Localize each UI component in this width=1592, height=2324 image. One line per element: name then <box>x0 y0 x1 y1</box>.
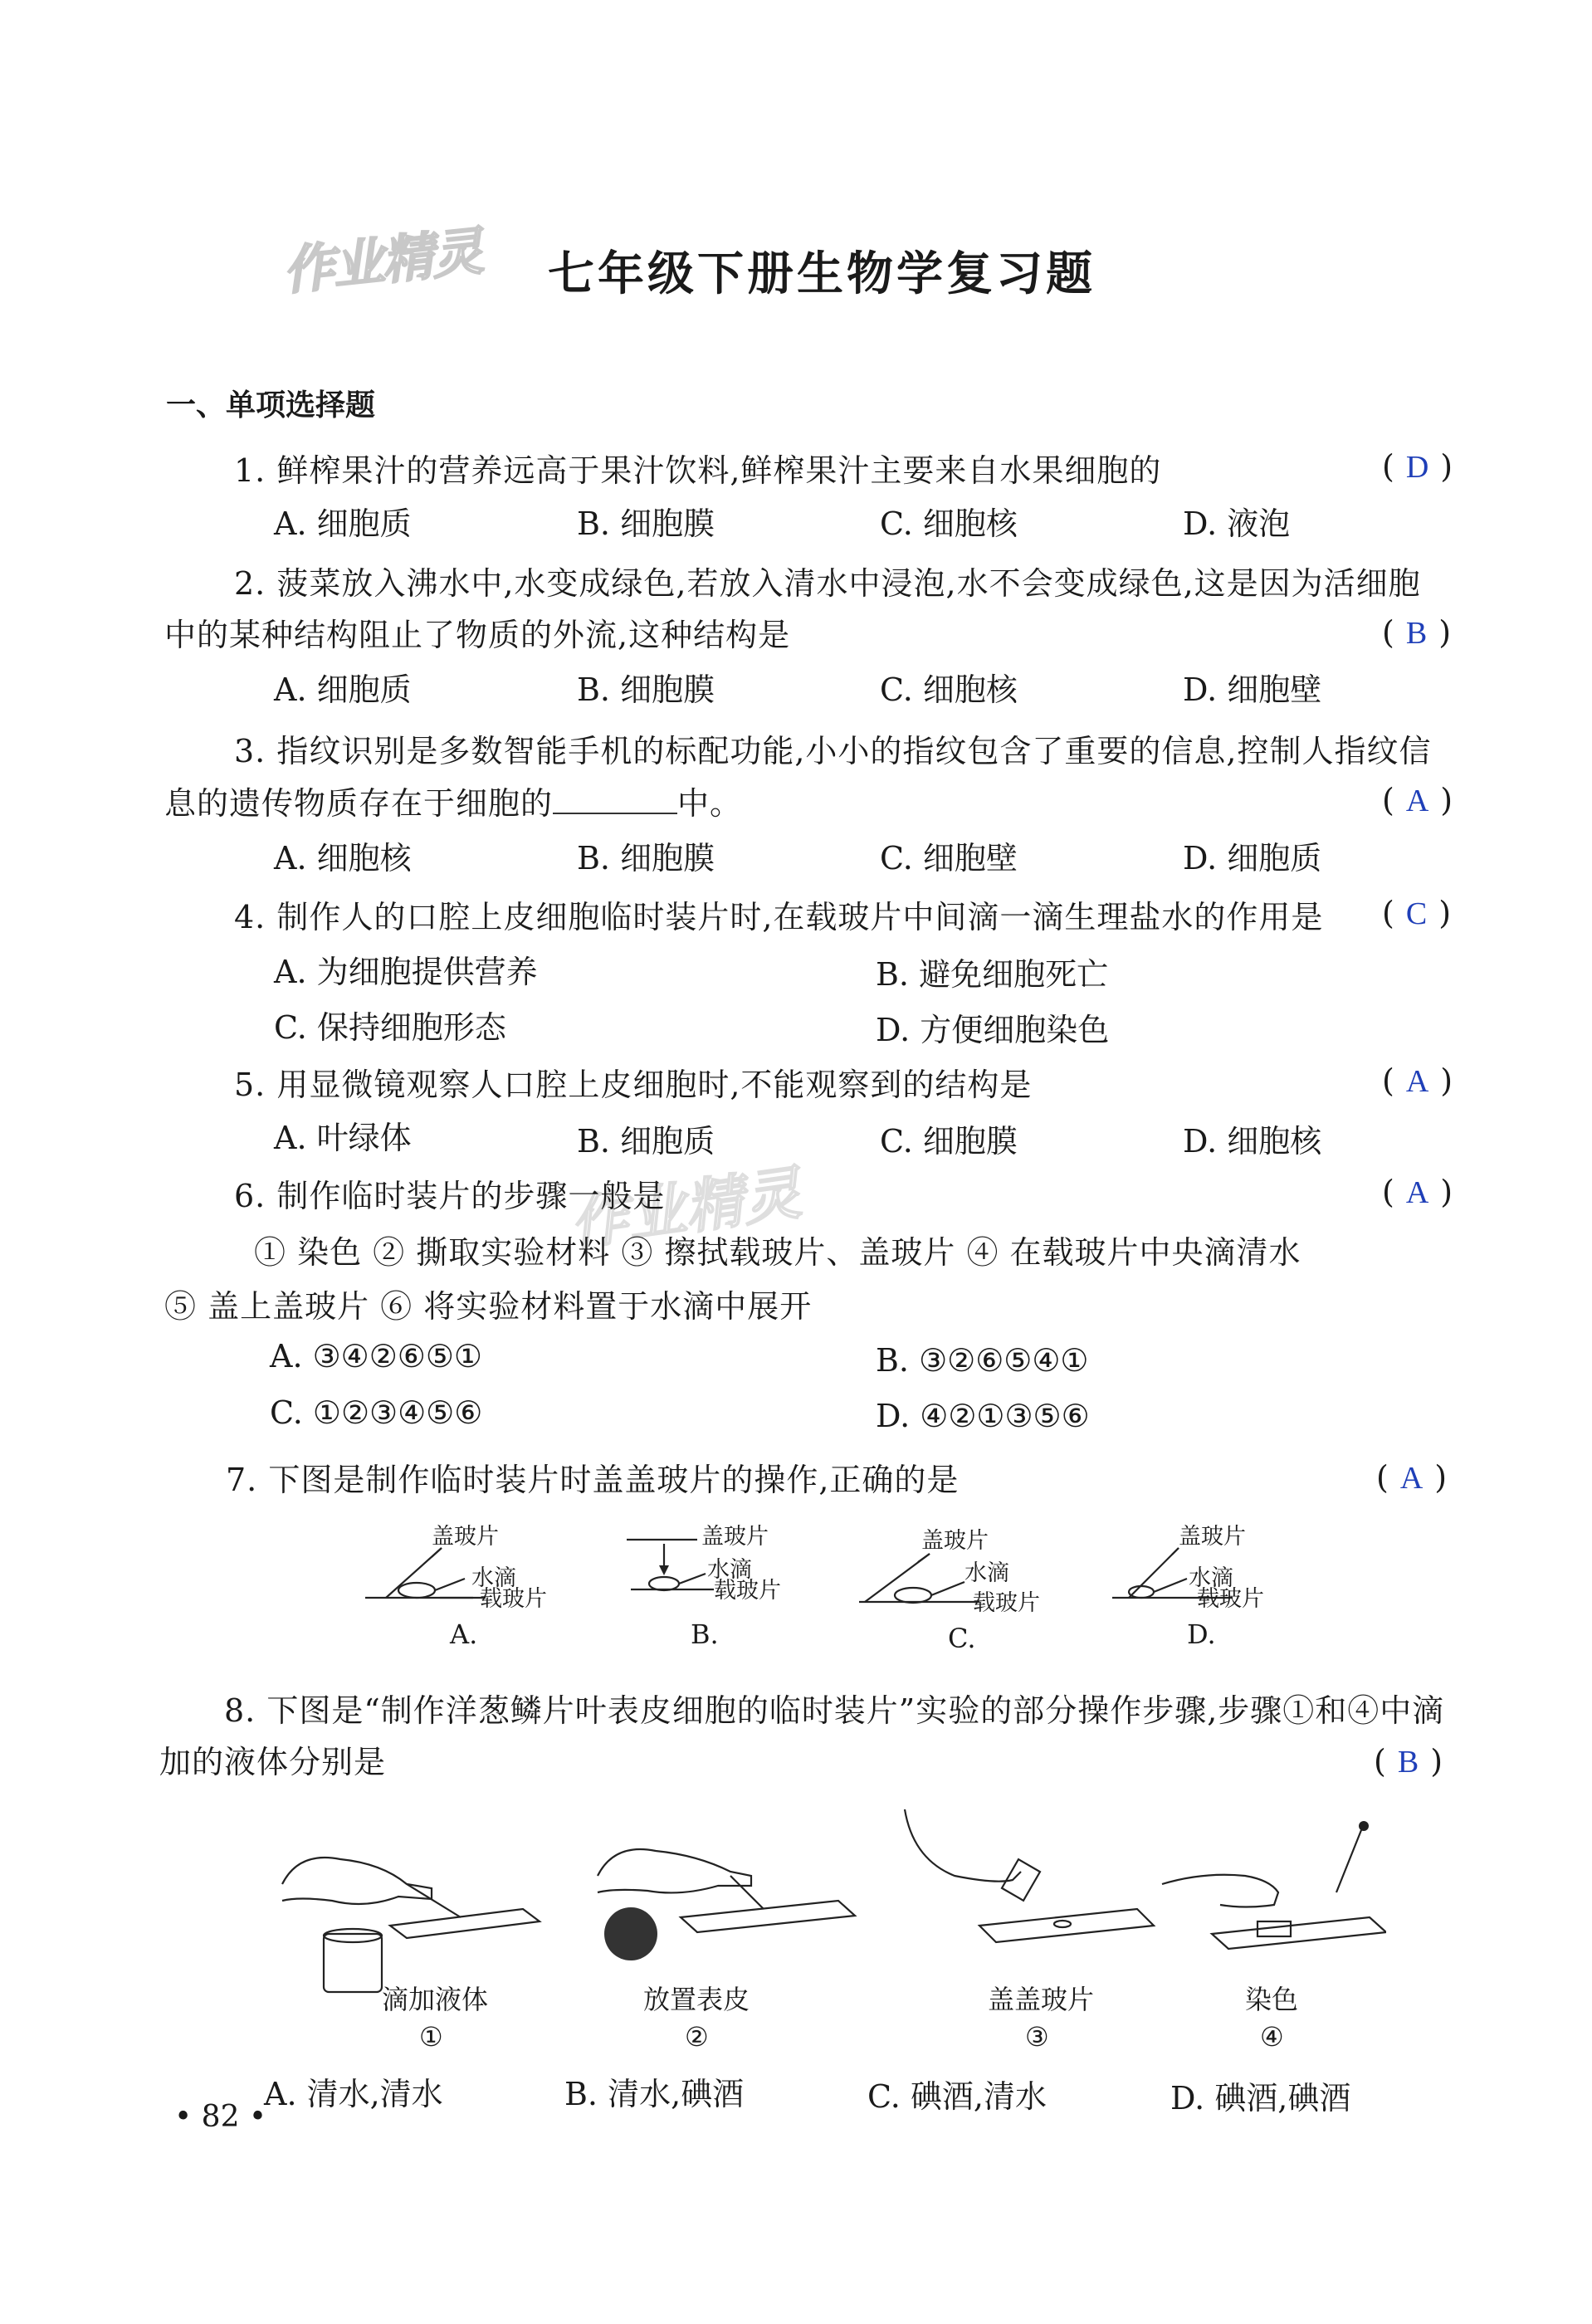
q8-option-d: D. 碘酒,碘酒 <box>1170 2080 1351 2116</box>
question-6-answer: ( A ) <box>1382 1174 1453 1210</box>
q4-option-c: C. 保持细胞形态 <box>274 1009 506 1046</box>
step-1-drawing <box>282 1858 540 1992</box>
a-label-zai: 载玻片 <box>480 1586 547 1612</box>
question-1-text: 1. 鲜榨果汁的营养远高于果汁饮料,鲜榨果汁主要来自水果细胞的 <box>234 452 1162 489</box>
q8-option-c: C. 碘酒,清水 <box>867 2078 1047 2115</box>
q4-option-a: A. 为细胞提供营养 <box>274 954 538 990</box>
q5-option-a: A. 叶绿体 <box>274 1120 412 1156</box>
watermark-logo: 作业精灵 <box>280 220 485 302</box>
q2-option-b: B. 细胞膜 <box>577 671 715 708</box>
q8-option-a: A. 清水,清水 <box>264 2076 443 2112</box>
q4-option-b: B. 避免细胞死亡 <box>876 956 1109 993</box>
diagram-a <box>365 1524 547 1650</box>
a-caption: A. <box>450 1618 478 1650</box>
question-3-text: 3. 指纹识别是多数智能手机的标配功能,小小的指纹包含了重要的信息,控制人指纹信 <box>234 733 1432 769</box>
q3-option-c: C. 细胞壁 <box>880 840 1018 876</box>
num-step-1: ① <box>419 2021 443 2050</box>
b-caption: B. <box>691 1618 719 1650</box>
b-label-shui: 水滴 <box>707 1557 752 1583</box>
num-step-3: ③ <box>1025 2021 1049 2050</box>
question-2-answer: ( B ) <box>1382 614 1452 651</box>
c-label-shui: 水滴 <box>964 1560 1009 1586</box>
q2-option-c: C. 细胞核 <box>880 671 1018 708</box>
b-label-gai: 盖玻片 <box>701 1524 769 1550</box>
q3-option-b: B. 细胞膜 <box>577 840 715 876</box>
page-title: 七年级下册生物学复习题 <box>548 247 1096 301</box>
diagram-b <box>627 1524 781 1650</box>
q1-option-d: D. 液泡 <box>1183 505 1291 542</box>
question-4-text: 4. 制作人的口腔上皮细胞临时装片时,在载玻片中间滴一滴生理盐水的作用是 <box>234 899 1324 935</box>
step-4-drawing <box>1162 1821 1386 1949</box>
caption-step-3: 盖盖玻片 <box>988 1984 1095 2015</box>
question-1-answer: ( D ) <box>1382 448 1453 485</box>
question-8-text: 8. 下图是“制作洋葱鳞片叶表皮细胞的临时装片”实验的部分操作步骤,步骤①和④中滴 <box>224 1692 1445 1729</box>
num-step-4: ④ <box>1260 2021 1284 2050</box>
watermark-logo-faint: 作业精灵 <box>565 1158 806 1259</box>
q6-option-c: C. ①②③④⑤⑥ <box>270 1394 483 1431</box>
q4-option-d: D. 方便细胞染色 <box>876 1012 1110 1048</box>
question-6-steps-line1: ① 染色 ② 撕取实验材料 ③ 擦拭载玻片、盖玻片 ④ 在载玻片中央滴清水 <box>254 1234 1301 1271</box>
step-3-drawing <box>905 1809 1154 1942</box>
onion-slide-diagram <box>266 1793 1386 2050</box>
d-caption: D. <box>1187 1618 1216 1650</box>
question-6-steps-line2: ⑤ 盖上盖玻片 ⑥ 将实验材料置于水滴中展开 <box>164 1288 813 1325</box>
question-6-text: 6. 制作临时装片的步骤一般是 <box>234 1178 666 1214</box>
q6-option-d: D. ④②①③⑤⑥ <box>876 1398 1090 1434</box>
caption-step-1: 滴加液体 <box>382 1984 489 2015</box>
q3-option-a: A. 细胞核 <box>274 840 412 876</box>
c-label-gai: 盖玻片 <box>921 1528 989 1554</box>
question-3-text-line2: 息的遗传物质存在于细胞的 中。 <box>164 785 743 822</box>
question-2-text-line2: 中的某种结构阻止了物质的外流,这种结构是 <box>164 617 791 653</box>
diagram-c <box>859 1528 1040 1654</box>
q6-option-b: B. ③②⑥⑤④① <box>876 1342 1089 1379</box>
q5-option-c: C. 细胞膜 <box>880 1123 1018 1160</box>
diagram-d <box>1112 1524 1264 1650</box>
coverslip-diagram <box>349 1519 1287 1660</box>
question-8-answer: ( B ) <box>1374 1743 1443 1780</box>
caption-step-4: 染色 <box>1245 1984 1299 2015</box>
c-caption: C. <box>948 1623 976 1654</box>
num-step-2: ② <box>685 2021 709 2050</box>
question-3-answer: ( A ) <box>1382 782 1453 818</box>
page-number: • 82 • <box>174 2100 267 2134</box>
q2-option-a: A. 细胞质 <box>274 671 412 708</box>
caption-step-2: 放置表皮 <box>643 1984 750 2015</box>
q5-option-d: D. 细胞核 <box>1183 1123 1322 1160</box>
c-label-zai: 载玻片 <box>973 1590 1040 1616</box>
question-7-text: 7. 下图是制作临时装片时盖盖玻片的操作,正确的是 <box>226 1462 960 1498</box>
d-label-shui: 水滴 <box>1189 1565 1233 1591</box>
q2-option-d: D. 细胞壁 <box>1183 671 1322 708</box>
a-label-gai: 盖玻片 <box>432 1524 499 1550</box>
question-5-answer: ( A ) <box>1382 1062 1453 1099</box>
d-label-zai: 载玻片 <box>1197 1586 1264 1612</box>
q8-option-b: B. 清水,碘酒 <box>564 2076 745 2112</box>
q6-option-a: A. ③④②⑥⑤① <box>270 1338 482 1374</box>
question-7-answer: ( A ) <box>1376 1459 1448 1496</box>
section-heading: 一、单项选择题 <box>166 388 376 422</box>
question-5-text: 5. 用显微镜观察人口腔上皮细胞时,不能观察到的结构是 <box>234 1067 1033 1103</box>
d-label-gai: 盖玻片 <box>1179 1524 1246 1550</box>
q3-option-d: D. 细胞质 <box>1183 840 1322 876</box>
question-4-answer: ( C ) <box>1382 895 1452 931</box>
a-label-shui: 水滴 <box>471 1565 516 1591</box>
q1-option-b: B. 细胞膜 <box>577 505 715 542</box>
b-label-zai: 载玻片 <box>714 1578 781 1604</box>
question-8-text-line2: 加的液体分别是 <box>159 1744 387 1780</box>
q5-option-b: B. 细胞质 <box>577 1123 715 1160</box>
question-2-text: 2. 菠菜放入沸水中,水变成绿色,若放入清水中浸泡,水不会变成绿色,这是因为活细胞 <box>234 565 1421 602</box>
step-2-drawing <box>598 1849 855 1960</box>
answer-blank <box>553 788 677 814</box>
q1-option-c: C. 细胞核 <box>880 505 1018 542</box>
q1-option-a: A. 细胞质 <box>274 505 412 542</box>
